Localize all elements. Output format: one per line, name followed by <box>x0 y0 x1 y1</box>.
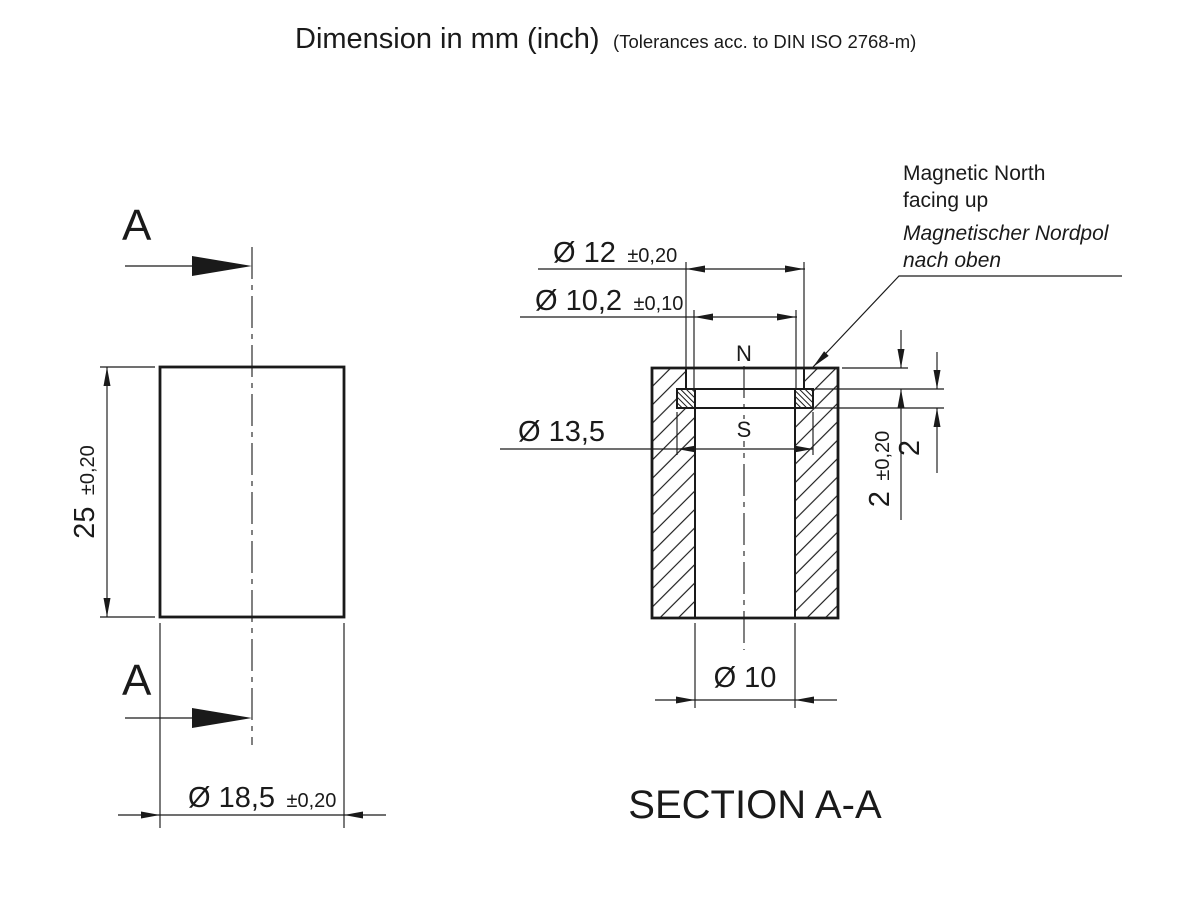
annotation-line-3: Magnetischer Nordpol <box>903 222 1109 245</box>
magnet-section-left <box>677 389 695 408</box>
bore-diameter-dim-text: Ø 10 <box>713 662 777 694</box>
outer-diameter-dim-text: Ø 18,5 ±0,20 <box>188 782 337 814</box>
magnetic-north-annotation <box>813 162 1122 367</box>
section-arrow-head-bottom <box>192 708 252 728</box>
magnet-thickness-dim-text: 2 <box>894 439 926 457</box>
bore-diameter-dimension <box>655 623 837 708</box>
magnet-outer-diameter-dim-text: Ø 13,5 <box>518 416 606 448</box>
height-dim-text: 25 ±0,20 <box>69 445 101 539</box>
annotation-leader-line <box>813 276 1122 367</box>
south-pole-label: S <box>736 417 752 442</box>
title-tolerance-note: (Tolerances acc. to DIN ISO 2768-m) <box>613 31 917 52</box>
annotation-line-2: facing up <box>903 189 989 212</box>
section-arrow-label-top: A <box>122 201 152 250</box>
section-title: SECTION A-A <box>628 783 882 827</box>
annotation-line-1: Magnetic North <box>903 162 1046 185</box>
north-pole-label: N <box>736 341 752 366</box>
title-main: Dimension in mm (inch) <box>295 23 600 55</box>
recess-diameter-dim-text: Ø 12 ±0,20 <box>553 237 678 269</box>
annotation-line-4: nach oben <box>903 249 1002 272</box>
annotation-leader-arrowhead <box>813 351 829 367</box>
side-view <box>69 201 386 828</box>
recess-depth-dim-text: 2 ±0,20 <box>864 430 896 508</box>
section-arrow-label-bottom: A <box>122 656 152 705</box>
section-arrow-head-top <box>192 256 252 276</box>
section-view <box>500 162 1122 827</box>
page-title <box>295 23 916 55</box>
magnet-section-right <box>795 389 813 408</box>
magnet-inner-diameter-dim-text: Ø 10,2 ±0,10 <box>535 285 684 317</box>
height-dimension <box>69 367 155 617</box>
